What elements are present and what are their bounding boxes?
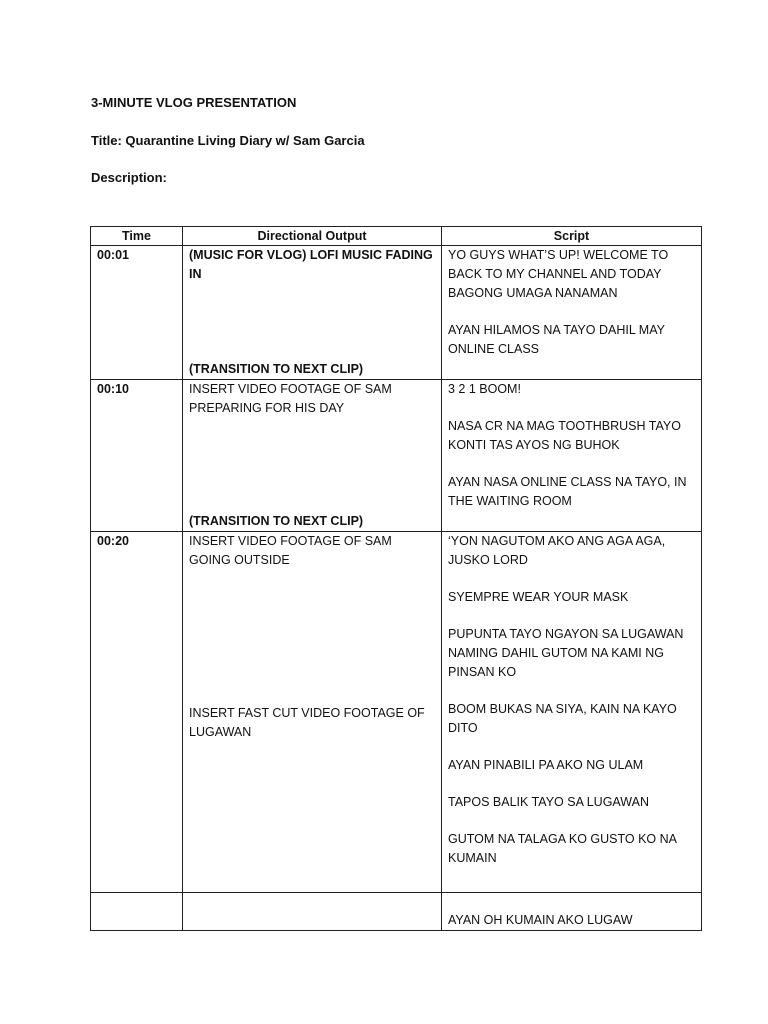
time-cell bbox=[91, 893, 183, 931]
table-row bbox=[91, 532, 702, 893]
script-line: GUTOM NA TALAGA KO GUSTO KO NA KUMAIN bbox=[448, 832, 677, 865]
script-line: TAPOS BALIK TAYO SA LUGAWAN bbox=[448, 795, 649, 809]
direction-cell bbox=[183, 532, 442, 893]
script-line: NASA CR NA MAG TOOTHBRUSH TAYO KONTI TAS AYOS NG BUHOK bbox=[448, 419, 681, 452]
direction-cell bbox=[183, 380, 442, 532]
direction-text: INSERT VIDEO FOOTAGE OF SAM PREPARING FOR HIS DAY bbox=[189, 382, 392, 415]
script-line: AYAN NASA ONLINE CLASS NA TAYO, IN THE WAITING ROOM bbox=[448, 475, 687, 508]
script-line: ‘YON NAGUTOM AKO ANG AGA AGA, JUSKO LORD bbox=[448, 534, 666, 567]
script-cell bbox=[442, 246, 702, 380]
script-line: BOOM BUKAS NA SIYA, KAIN NA KAYO DITO bbox=[448, 702, 677, 735]
vlog-script-table bbox=[90, 226, 702, 931]
script-line: AYAN OH KUMAIN AKO LUGAW bbox=[448, 913, 633, 927]
table-row bbox=[91, 380, 702, 532]
direction-text: (MUSIC FOR VLOG) LOFI MUSIC FADING IN bbox=[189, 248, 433, 281]
script-line: AYAN PINABILI PA AKO NG ULAM bbox=[448, 758, 644, 772]
script-line: SYEMPRE WEAR YOUR MASK bbox=[448, 590, 629, 604]
transition-text: (TRANSITION TO NEXT CLIP) bbox=[189, 362, 364, 376]
header-directional-output: Directional Output bbox=[183, 227, 442, 246]
document-heading: 3-MINUTE VLOG PRESENTATION bbox=[91, 95, 297, 110]
direction-cell bbox=[183, 246, 442, 380]
direction-text: INSERT VIDEO FOOTAGE OF SAM GOING OUTSIDE bbox=[189, 534, 392, 567]
script-cell bbox=[442, 532, 702, 893]
document-title-line: Title: Quarantine Living Diary w/ Sam Garcia bbox=[91, 133, 365, 148]
script-cell bbox=[442, 380, 702, 532]
table-row bbox=[91, 246, 702, 380]
table-row bbox=[91, 893, 702, 931]
document-description-label: Description: bbox=[91, 170, 167, 185]
direction-cell bbox=[183, 893, 442, 931]
table-header-row bbox=[91, 227, 702, 246]
direction-text: INSERT FAST CUT VIDEO FOOTAGE OF LUGAWAN bbox=[189, 706, 425, 739]
header-script: Script bbox=[442, 227, 702, 246]
time-cell: 00:20 bbox=[91, 532, 183, 893]
time-cell: 00:01 bbox=[91, 246, 183, 380]
script-line: YO GUYS WHAT’S UP! WELCOME TO BACK TO MY CHANNEL AND TODAY BAGONG UMAGA NANAMAN bbox=[448, 248, 669, 300]
script-cell bbox=[442, 893, 702, 931]
script-line: AYAN HILAMOS NA TAYO DAHIL MAY ONLINE CLASS bbox=[448, 323, 665, 356]
script-line: 3 2 1 BOOM! bbox=[448, 382, 521, 396]
transition-text: (TRANSITION TO NEXT CLIP) bbox=[189, 514, 364, 528]
script-line: PUPUNTA TAYO NGAYON SA LUGAWAN NAMING DAHIL GUTOM NA KAMI NG PINSAN KO bbox=[448, 627, 684, 679]
time-cell: 00:10 bbox=[91, 380, 183, 532]
header-time: Time bbox=[91, 227, 183, 246]
